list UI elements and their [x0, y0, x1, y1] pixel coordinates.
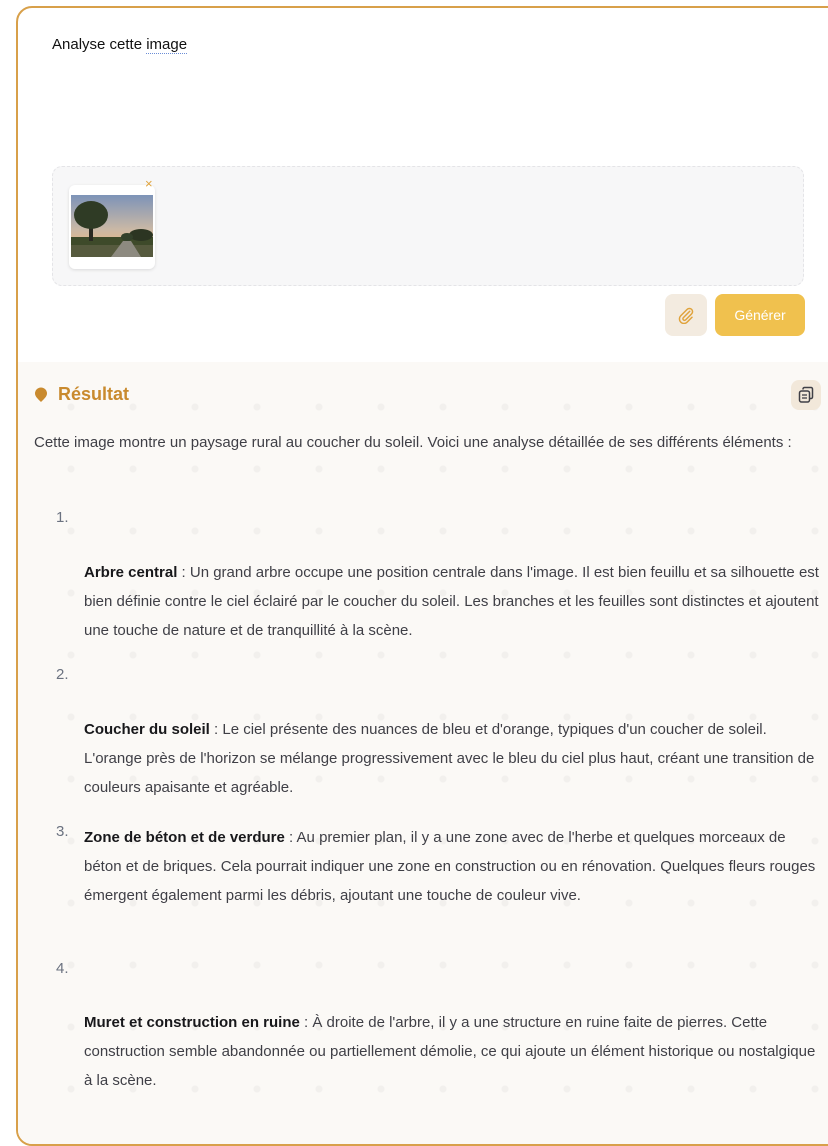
prompt-underlined-word: image	[146, 36, 188, 53]
paperclip-icon	[677, 306, 695, 324]
copy-icon	[797, 386, 815, 404]
generate-button[interactable]: Générer	[715, 294, 805, 336]
item-title: Muret et construction en ruine	[84, 1014, 300, 1031]
result-title: Résultat	[58, 384, 130, 404]
list-number: 2.	[56, 666, 69, 683]
list-item	[84, 823, 824, 910]
remove-attachment-icon[interactable]: ×	[145, 176, 153, 191]
item-title: Coucher du soleil	[84, 721, 210, 738]
item-text: : À droite de l'arbre, il y a une structure en ruine faite de pierres. Cette construction semble abandonnée ou partiellement démolie, ce qui ajoute un élément historique ou nostalgique à la scène.	[84, 1014, 816, 1089]
list-item	[84, 1008, 824, 1095]
item-title: Arbre central	[84, 564, 178, 581]
result-panel	[18, 362, 828, 1146]
item-text: : Le ciel présente des nuances de bleu et d'orange, typiques d'un coucher de soleil. L'orange près de l'horizon se mélange progressivement avec le bleu du ciel plus haut, créant une transition de couleurs apaisante et agréable.	[84, 721, 815, 796]
list-item	[84, 715, 824, 802]
landscape-image	[71, 195, 153, 257]
result-header	[34, 384, 129, 405]
list-number: 4.	[56, 960, 69, 977]
item-title: Zone de béton et de verdure	[84, 829, 285, 846]
attach-button[interactable]	[665, 294, 707, 336]
list-number: 1.	[56, 509, 69, 526]
list-item	[84, 558, 824, 645]
prompt-input[interactable]: Analyse cette image	[52, 36, 188, 53]
main-card	[16, 6, 828, 1146]
attachment-dropzone[interactable]	[52, 166, 804, 286]
copy-button[interactable]	[791, 380, 821, 410]
attachment-thumbnail[interactable]	[69, 185, 155, 269]
list-number: 3.	[56, 823, 69, 840]
pin-icon	[34, 387, 48, 403]
result-intro: Cette image montre un paysage rural au coucher du soleil. Voici une analyse détaillée de ses différents éléments :	[34, 434, 792, 451]
item-text: : Au premier plan, il y a une zone avec de l'herbe et quelques morceaux de béton et de briques. Cela pourrait indiquer une zone en construction ou en rénovation. Quelques fleurs rouges émergent également parmi les débris, ajoutant une touche de couleur vive.	[84, 829, 816, 904]
item-text: : Un grand arbre occupe une position centrale dans l'image. Il est bien feuillu et sa silhouette est bien définie contre le ciel éclairé par le coucher du soleil. Les branches et les feuilles sont distinctes et ajoutent une touche de nature et de tranquillité à la scène.	[84, 564, 819, 639]
